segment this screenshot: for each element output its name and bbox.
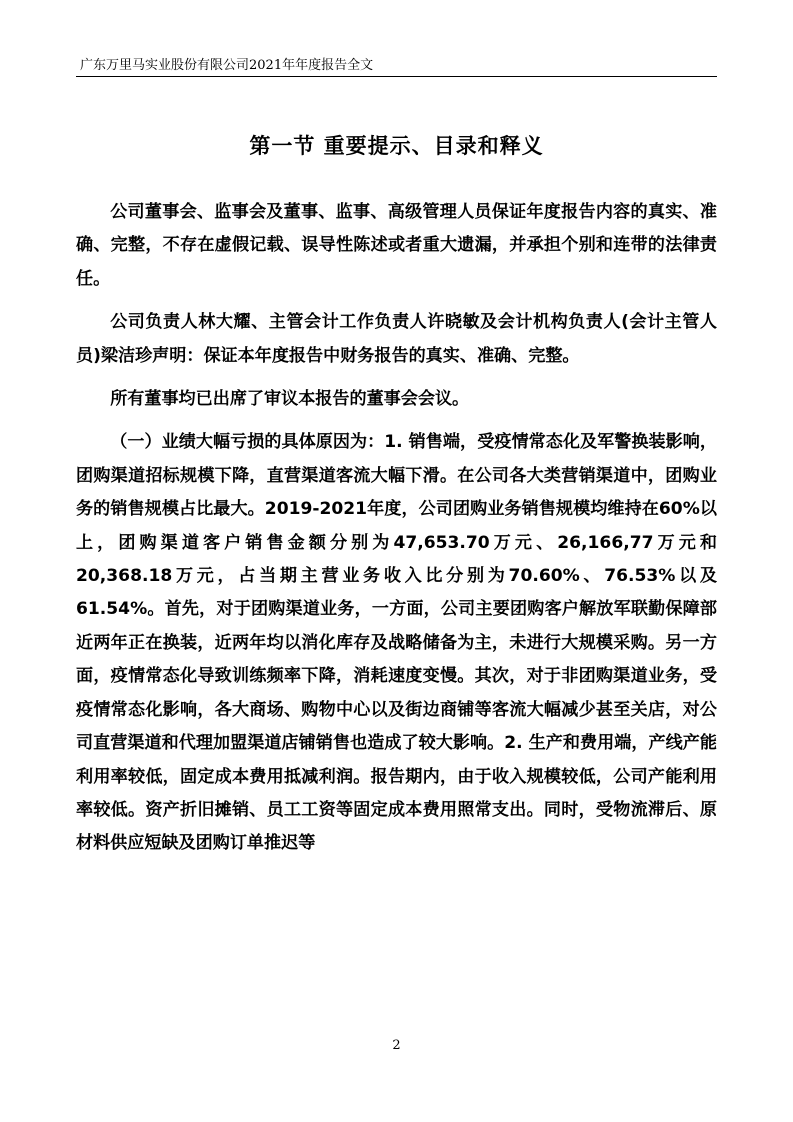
paragraph-loss-reasons: （一）业绩大幅亏损的具体原因为：1. 销售端，受疫情常态化及军警换装影响，团购渠道招标规模下降，直营渠道客流大幅下滑。在公司各大类营销渠道中，团购业务的销售规模占比最大。2019-2021年度，公司团购业务销售规模均维持在60%以上，团购渠道客户销售金额分别为47,653.70万元、26,166,77万元和20,368.18万元，占当期主营业务收入比分别为70.60%、76.53%以及61.54%。首先，对于团购渠道业务，一方面，公司主要团购客户解放军联勤保障部近两年正在换装，近两年均以消化库存及战略储备为主，未进行大规模采购。另一方面，疫情常态化导致训练频率下降，消耗速度变慢。其次，对于非团购渠道业务，受疫情常态化影响，各大商场、购物中心以及街边商铺等客流大幅减少甚至关店，对公司直营渠道和代理加盟渠道店铺销售也造成了较大影响。2. 生产和费用端，产线产能利用率较低，固定成本费用抵减利润。报告期内，由于收入规模较低，公司产能利用率较低。资产折旧摊销、员工工资等固定成本费用照常支出。同时，受物流滞后、原材料供应短缺及团购订单推迟等 xyxy=(76,432,717,854)
running-header: 广东万里马实业股份有限公司2021年年度报告全文 xyxy=(80,58,374,73)
page-number: 2 xyxy=(392,1038,401,1053)
body-text xyxy=(76,196,717,861)
header-rule xyxy=(76,76,717,77)
section-title: 第一节 重要提示、目录和释义 xyxy=(249,134,544,158)
paragraph-responsible-persons: 公司负责人林大耀、主管会计工作负责人许晓敏及会计机构负责人(会计主管人员)梁洁珍声明：保证本年度报告中财务报告的真实、准确、完整。 xyxy=(76,312,717,366)
paragraph-assurance: 公司董事会、监事会及董事、监事、高级管理人员保证年度报告内容的真实、准确、完整，不存在虚假记载、误导性陈述或者重大遗漏，并承担个别和连带的法律责任。 xyxy=(76,202,717,289)
paragraph-board-attendance: 所有董事均已出席了审议本报告的董事会会议。 xyxy=(110,389,470,410)
